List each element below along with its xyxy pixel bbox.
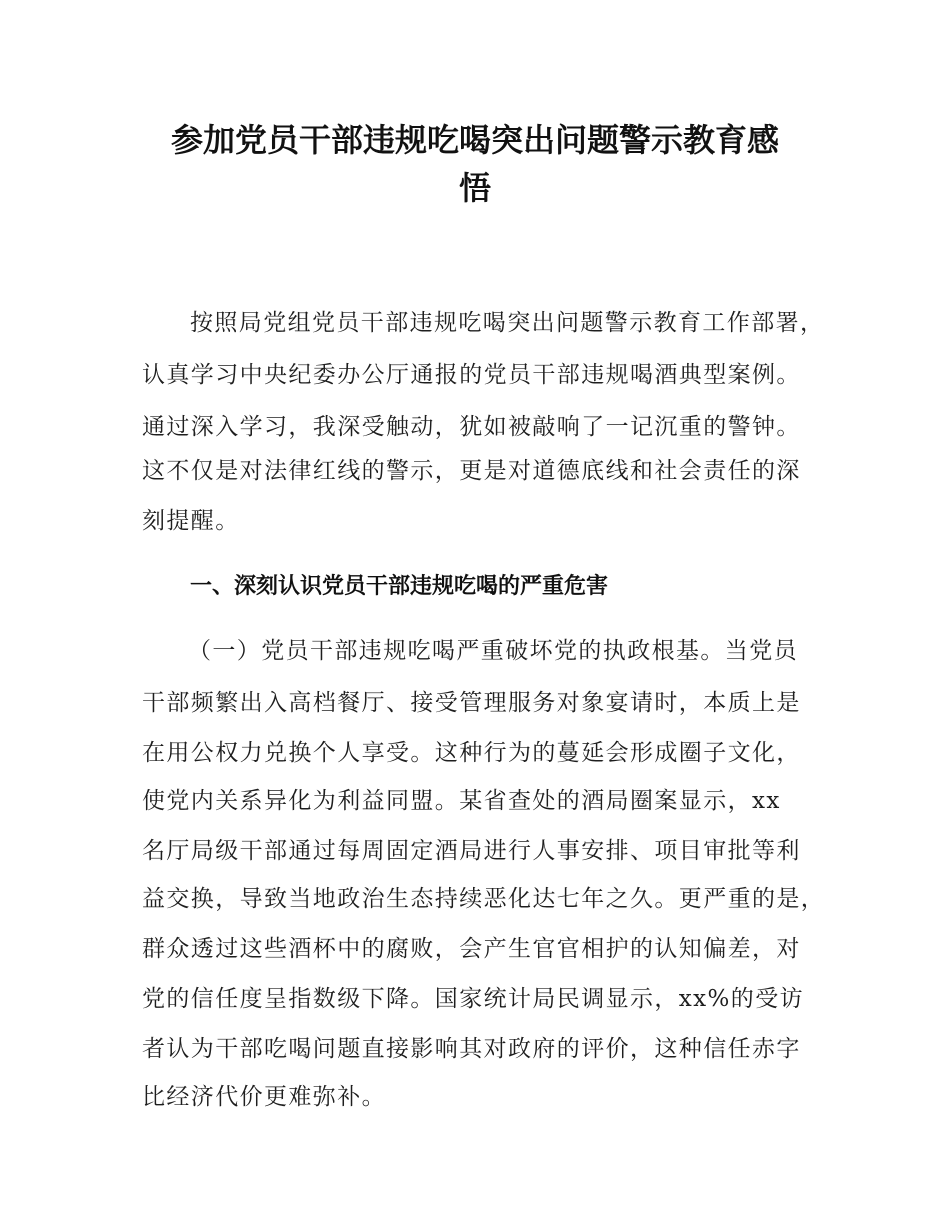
section1-line-9: 者认为干部吃喝问题直接影响其对政府的评价，这种信任赤字 [142, 1036, 801, 1062]
intro-line-3: 通过深入学习，我深受触动，犹如被敲响了一记沉重的警钟。 [142, 414, 801, 440]
section1-line-2: 干部频繁出入高档餐厅、接受管理服务对象宴请时，本质上是 [142, 690, 801, 716]
section1-line-10: 比经济代价更难弥补。 [142, 1084, 386, 1110]
section1-line-3: 在用公权力兑换个人享受。这种行为的蔓延会形成圈子文化， [142, 740, 801, 766]
section-heading-1: 一、深刻认识党员干部违规吃喝的严重危害 [190, 574, 609, 599]
section1-line-5: 名厅局级干部通过每周固定酒局进行人事安排、项目审批等利 [142, 838, 801, 864]
section1-line-4: 使党内关系异化为利益同盟。某省查处的酒局圈案显示，xx [142, 788, 781, 814]
intro-line-1: 按照局党组党员干部违规吃喝突出问题警示教育工作部署， [190, 310, 825, 336]
intro-line-4: 这不仅是对法律红线的警示，更是对道德底线和社会责任的深 [142, 458, 801, 484]
section1-line-8: 党的信任度呈指数级下降。国家统计局民调显示，xx%的受访 [142, 986, 804, 1012]
intro-line-5: 刻提醒。 [142, 508, 240, 534]
section1-line-1: （一）党员干部违规吃喝严重破坏党的执政根基。当党员 [188, 638, 798, 664]
intro-line-2: 认真学习中央纪委办公厅通报的党员干部违规喝酒典型案例。 [142, 362, 801, 388]
section1-line-6: 益交换，导致当地政治生态持续恶化达七年之久。更严重的是， [142, 886, 826, 912]
document-title-line-2: 悟 [458, 169, 491, 207]
document-title-line-1: 参加党员干部违规吃喝突出问题警示教育感 [170, 121, 779, 159]
section1-line-7: 群众透过这些酒杯中的腐败，会产生官官相护的认知偏差，对 [142, 936, 801, 962]
